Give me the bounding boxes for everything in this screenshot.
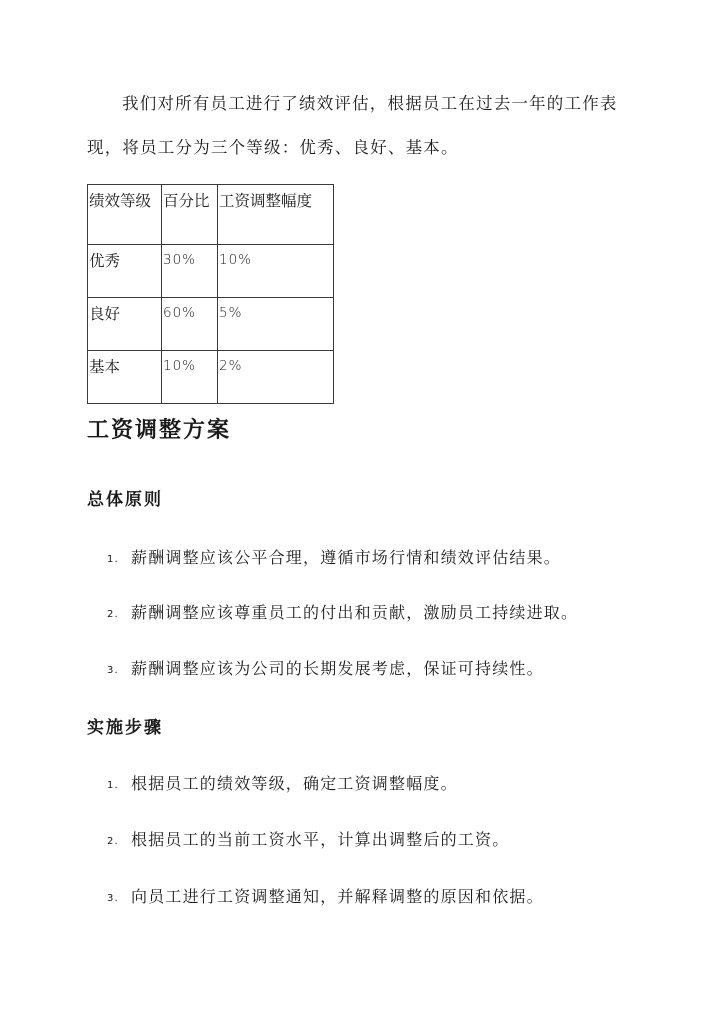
list-number: 1. bbox=[107, 554, 119, 565]
grade-cell: 优秀 bbox=[88, 245, 162, 298]
header-adjustment: 工资调整幅度 bbox=[218, 185, 334, 245]
table-header-row bbox=[88, 185, 334, 245]
list-item bbox=[107, 827, 509, 850]
list-item bbox=[107, 656, 544, 679]
list-number: 2. bbox=[107, 836, 119, 847]
adjustment-cell: 2% bbox=[218, 351, 334, 404]
list-item bbox=[107, 771, 458, 794]
list-number: 3. bbox=[107, 893, 119, 904]
performance-table bbox=[87, 184, 334, 404]
steps-heading: 实施步骤 bbox=[87, 718, 163, 738]
list-item bbox=[107, 545, 561, 568]
header-grade: 绩效等级 bbox=[88, 185, 162, 245]
list-number: 2. bbox=[107, 609, 119, 620]
percentage-cell: 60% bbox=[162, 298, 218, 351]
percentage-cell: 30% bbox=[162, 245, 218, 298]
list-text: 薪酬调整应该尊重员工的付出和贡献，激励员工持续进取。 bbox=[131, 603, 579, 622]
list-item bbox=[107, 600, 578, 623]
list-text: 根据员工的当前工资水平，计算出调整后的工资。 bbox=[131, 830, 510, 849]
percentage-cell: 10% bbox=[162, 351, 218, 404]
adjustment-cell: 5% bbox=[218, 298, 334, 351]
table-row bbox=[88, 351, 334, 404]
list-item bbox=[107, 884, 544, 907]
list-text: 根据员工的绩效等级，确定工资调整幅度。 bbox=[131, 774, 458, 793]
list-text: 薪酬调整应该为公司的长期发展考虑，保证可持续性。 bbox=[131, 659, 544, 678]
list-text: 薪酬调整应该公平合理，遵循市场行情和绩效评估结果。 bbox=[131, 548, 562, 567]
grade-cell: 良好 bbox=[88, 298, 162, 351]
adjustment-cell: 10% bbox=[218, 245, 334, 298]
intro-paragraph: 我们对所有员工进行了绩效评估，根据员工在过去一年的工作表现，将员工分为三个等级：优秀、良好、基本。 bbox=[87, 94, 618, 157]
principles-heading: 总体原则 bbox=[87, 490, 163, 510]
header-percentage: 百分比 bbox=[162, 185, 218, 245]
table-row bbox=[88, 298, 334, 351]
list-text: 向员工进行工资调整通知，并解释调整的原因和依据。 bbox=[131, 887, 544, 906]
list-number: 1. bbox=[107, 780, 119, 791]
list-number: 3. bbox=[107, 665, 119, 676]
section-heading: 工资调整方案 bbox=[87, 417, 232, 443]
grade-cell: 基本 bbox=[88, 351, 162, 404]
table-row bbox=[88, 245, 334, 298]
